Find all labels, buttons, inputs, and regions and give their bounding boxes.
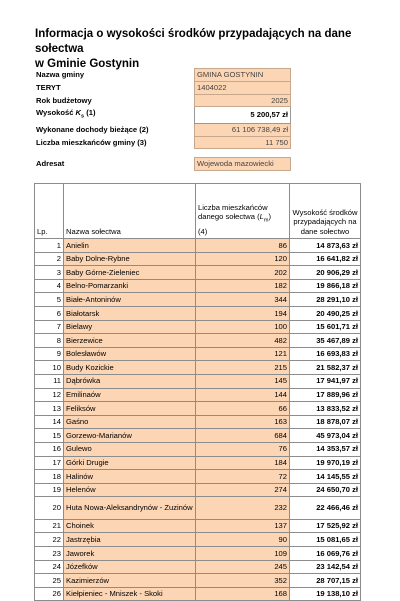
row-count[interactable]: 352	[196, 574, 290, 588]
teryt-label: TERYT	[36, 82, 61, 92]
row-lp: 21	[35, 519, 64, 533]
row-count[interactable]: 482	[196, 334, 290, 348]
table-row	[35, 470, 361, 484]
header-count-line2	[198, 212, 287, 226]
row-lp: 14	[35, 415, 64, 429]
row-count[interactable]: 194	[196, 306, 290, 320]
ks-value: 5 200,57 zł	[195, 107, 291, 123]
table-row	[35, 497, 361, 520]
row-amount: 24 650,70 zł	[290, 483, 361, 497]
table-row	[35, 533, 361, 547]
row-name[interactable]: Bielawy	[64, 320, 196, 334]
table-row	[35, 442, 361, 456]
row-amount: 21 582,37 zł	[290, 361, 361, 375]
row-amount: 45 973,04 zł	[290, 429, 361, 443]
row-count[interactable]: 66	[196, 402, 290, 416]
row-count[interactable]: 144	[196, 388, 290, 402]
table-row	[35, 374, 361, 388]
row-amount: 14 145,55 zł	[290, 470, 361, 484]
table-row	[35, 456, 361, 470]
row-amount: 17 941,97 zł	[290, 374, 361, 388]
row-lp: 26	[35, 587, 64, 601]
row-amount: 19 866,18 zł	[290, 279, 361, 293]
table-row	[35, 239, 361, 253]
solectwa-table	[34, 183, 361, 601]
table-row	[35, 402, 361, 416]
row-amount: 20 490,25 zł	[290, 306, 361, 320]
info-row-adresat	[34, 158, 291, 171]
row-lp: 1	[35, 239, 64, 253]
ks-label-sub: s	[81, 113, 85, 120]
table-row	[35, 279, 361, 293]
row-count[interactable]: 202	[196, 266, 290, 280]
row-name[interactable]: Gorzewo-Marianów	[64, 429, 196, 443]
row-count[interactable]: 86	[196, 239, 290, 253]
row-count[interactable]: 72	[196, 470, 290, 484]
row-lp: 16	[35, 442, 64, 456]
row-count[interactable]: 232	[196, 497, 290, 520]
row-lp: 22	[35, 533, 64, 547]
header-count-prefix: danego sołectwa (	[198, 212, 260, 222]
row-name[interactable]: Dąbrówka	[64, 374, 196, 388]
row-name[interactable]: Choinek	[64, 519, 196, 533]
row-lp: 25	[35, 574, 64, 588]
dochody-label: Wykonane dochody bieżące (2)	[36, 124, 149, 134]
row-lp: 20	[35, 497, 64, 520]
row-lp: 5	[35, 293, 64, 307]
row-count[interactable]: 90	[196, 533, 290, 547]
table-row	[35, 415, 361, 429]
header-count-suffix: )	[268, 212, 271, 222]
row-amount: 13 833,52 zł	[290, 402, 361, 416]
row-amount: 28 291,10 zł	[290, 293, 361, 307]
row-count[interactable]: 100	[196, 320, 290, 334]
row-lp: 2	[35, 252, 64, 266]
table-row	[35, 320, 361, 334]
mieszkancy-value[interactable]: 11 750	[195, 136, 291, 149]
row-name[interactable]: Feliksów	[64, 402, 196, 416]
ks-label-prefix: Wysokość	[36, 107, 76, 117]
row-name[interactable]: Kazimierzów	[64, 574, 196, 588]
row-count[interactable]: 274	[196, 483, 290, 497]
table-row	[35, 519, 361, 533]
row-name[interactable]: Belno-Pomarzanki	[64, 279, 196, 293]
row-count[interactable]: 163	[196, 415, 290, 429]
row-count[interactable]: 182	[196, 279, 290, 293]
gap-cell-1	[34, 149, 195, 158]
table-row	[35, 334, 361, 348]
gap-cell-2	[195, 149, 291, 158]
table-row	[35, 306, 361, 320]
row-count[interactable]: 120	[196, 252, 290, 266]
row-name[interactable]: Baby Dolne-Rybne	[64, 252, 196, 266]
info-row-ks	[34, 107, 291, 123]
header-count-sub: m	[263, 218, 269, 224]
row-count[interactable]: 145	[196, 374, 290, 388]
row-name[interactable]: Anielin	[64, 239, 196, 253]
table-row	[35, 252, 361, 266]
row-count[interactable]: 137	[196, 519, 290, 533]
row-lp: 13	[35, 402, 64, 416]
row-lp: 10	[35, 361, 64, 375]
row-amount: 22 466,46 zł	[290, 497, 361, 520]
row-name[interactable]: Bierzewice	[64, 334, 196, 348]
row-name[interactable]: Bolesławów	[64, 347, 196, 361]
row-name[interactable]: Białotarsk	[64, 306, 196, 320]
row-name[interactable]: Józefków	[64, 560, 196, 574]
table-row	[35, 560, 361, 574]
info-row-gmina	[34, 69, 291, 82]
row-count[interactable]: 344	[196, 293, 290, 307]
info-row-teryt	[34, 81, 291, 94]
header-amount: Wysokość środków przypadających na dane sołectwo	[290, 184, 361, 239]
row-count[interactable]: 109	[196, 546, 290, 560]
table-row	[35, 546, 361, 560]
header-count-line1: Liczba mieszkańców	[198, 202, 268, 212]
rok-value[interactable]: 2025	[195, 94, 291, 107]
dochody-value[interactable]: 61 106 738,49 zł	[195, 123, 291, 136]
row-amount: 16 641,82 zł	[290, 252, 361, 266]
title-line-1: Informacja o wysokości środków przypadających na dane sołectwa	[35, 28, 352, 55]
row-lp: 17	[35, 456, 64, 470]
row-amount: 17 525,92 zł	[290, 519, 361, 533]
row-name[interactable]: Kiełpieniec - Mniszek - Skoki	[64, 587, 196, 601]
row-name[interactable]: Jastrzębia	[64, 533, 196, 547]
row-name[interactable]: Budy Kozickie	[64, 361, 196, 375]
row-name[interactable]: Helenów	[64, 483, 196, 497]
row-count[interactable]: 215	[196, 361, 290, 375]
gmina-label: Nazwa gminy	[36, 70, 85, 79]
row-amount: 18 878,07 zł	[290, 415, 361, 429]
row-amount: 23 142,54 zł	[290, 560, 361, 574]
row-lp: 24	[35, 560, 64, 574]
row-count[interactable]: 76	[196, 442, 290, 456]
row-amount: 15 081,65 zł	[290, 533, 361, 547]
row-name[interactable]: Huta Nowa-Aleksandrynów - Zuzinów	[64, 497, 196, 520]
table-row	[35, 347, 361, 361]
info-row-mieszkancy	[34, 136, 291, 149]
table-header-row	[35, 184, 361, 239]
header-name: Nazwa sołectwa	[64, 184, 196, 239]
row-count[interactable]: 684	[196, 429, 290, 443]
row-lp: 3	[35, 266, 64, 280]
row-name[interactable]: Baby Górne-Zieleniec	[64, 266, 196, 280]
row-amount: 35 467,89 zł	[290, 334, 361, 348]
row-amount: 14 873,63 zł	[290, 239, 361, 253]
row-amount: 19 138,10 zł	[290, 587, 361, 601]
row-amount: 15 601,71 zł	[290, 320, 361, 334]
document-title	[35, 27, 365, 72]
table-row	[35, 388, 361, 402]
table-body	[35, 239, 361, 601]
ks-label-suffix: (1)	[84, 107, 96, 117]
teryt-value[interactable]: 1404022	[195, 81, 291, 94]
row-lp: 15	[35, 429, 64, 443]
header-lp: Lp.	[35, 184, 64, 239]
ks-label	[34, 107, 195, 123]
adresat-value[interactable]: Wojewoda mazowiecki	[195, 158, 291, 171]
info-table	[34, 68, 291, 171]
row-lp: 4	[35, 279, 64, 293]
header-count	[196, 184, 290, 239]
row-name[interactable]: Halinów	[64, 470, 196, 484]
info-row-dochody	[34, 123, 291, 136]
header-count-sym: L	[259, 212, 264, 222]
row-amount: 17 889,96 zł	[290, 388, 361, 402]
gmina-value[interactable]: GMINA GOSTYNIN	[195, 69, 291, 82]
row-name[interactable]: Gulewo	[64, 442, 196, 456]
title-line-2: w Gminie Gostynin	[35, 58, 140, 70]
row-count[interactable]: 245	[196, 560, 290, 574]
row-lp: 7	[35, 320, 64, 334]
row-lp: 11	[35, 374, 64, 388]
table-row	[35, 587, 361, 601]
table-row	[35, 293, 361, 307]
row-lp: 8	[35, 334, 64, 348]
row-lp: 18	[35, 470, 64, 484]
row-count[interactable]: 168	[196, 587, 290, 601]
row-count[interactable]: 121	[196, 347, 290, 361]
ks-label-k: K	[75, 107, 82, 117]
row-amount: 28 707,15 zł	[290, 574, 361, 588]
adresat-label: Adresat	[36, 159, 65, 169]
row-lp: 6	[35, 306, 64, 320]
row-amount: 19 970,19 zł	[290, 456, 361, 470]
row-lp: 19	[35, 483, 64, 497]
row-amount: 20 906,29 zł	[290, 266, 361, 280]
row-amount: 16 693,83 zł	[290, 347, 361, 361]
row-lp: 23	[35, 546, 64, 560]
row-name[interactable]: Emilinaów	[64, 388, 196, 402]
row-name[interactable]: Gaśno	[64, 415, 196, 429]
info-row-rok	[34, 94, 291, 107]
info-gap	[34, 149, 291, 158]
row-name[interactable]: Białe-Antoninów	[64, 293, 196, 307]
table-row	[35, 429, 361, 443]
table-row	[35, 266, 361, 280]
row-lp: 12	[35, 388, 64, 402]
row-lp: 9	[35, 347, 64, 361]
row-amount: 14 353,57 zł	[290, 442, 361, 456]
row-name[interactable]: Jaworek	[64, 546, 196, 560]
mieszkancy-label: Liczba mieszkańców gminy (3)	[36, 137, 147, 147]
row-count[interactable]: 184	[196, 456, 290, 470]
row-name[interactable]: Górki Drugie	[64, 456, 196, 470]
table-row	[35, 361, 361, 375]
header-count-line3: (4)	[198, 226, 208, 236]
table-row	[35, 483, 361, 497]
table-row	[35, 574, 361, 588]
rok-label: Rok budżetowy	[36, 95, 92, 105]
row-amount: 16 069,76 zł	[290, 546, 361, 560]
